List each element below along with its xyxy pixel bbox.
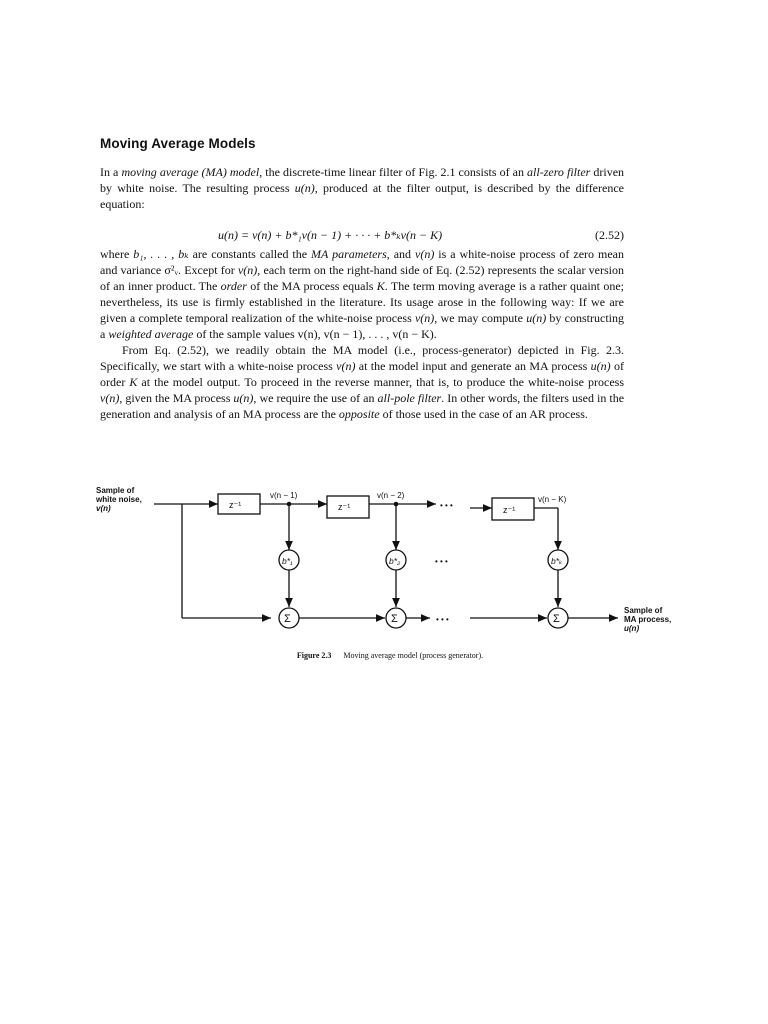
coef-label-2: b*₂ bbox=[389, 556, 401, 566]
sum-label-1: Σ bbox=[284, 613, 291, 625]
section-title: Moving Average Models bbox=[100, 136, 256, 151]
paragraph-model: From Eq. (2.52), we readily obtain the MA model (i.e., process-generator) depicted in Fig. 2.3. Specifically, we start with a white-noise process v(n) at the model input and generate an MA process u(n) of order K at the model output. To proceed in the reverse manner, that is, to produce the white-noise process v(n), given the MA process u(n), we require the use of an all-pole filter. In other words, the filters used in the generation and analysis of an MA process are the opposite of those used in the case of an AR process. bbox=[100, 343, 625, 421]
junction-dot-1 bbox=[287, 502, 292, 507]
input-label: Sample of white noise, v(n) bbox=[96, 486, 142, 513]
diagram-svg bbox=[90, 478, 690, 648]
equation-body: u(n) = v(n) + b*₁v(n − 1) + · · · + b*ₖv(n − K) bbox=[218, 228, 443, 242]
paragraph-definition: where b₁, . . . , bₖ are constants called the MA parameters, and v(n) is a white-noise process of zero mean and variance σ²ᵥ. Except for v(n), each term on the right-hand side of Eq. (2.52) represents the scalar version of an inner product. The order of the MA process equals K. The term moving average is a rather quaint one; nevertheless, its use is firmly established in the literature. Its usage arose in the following way: If we are given a complete temporal realization of the white-noise process v(n), we may compute u(n) by constructing a weighted average of the sample values v(n), v(n − 1), . . . , v(n − K). From Eq. (2.52), we readily obtain the MA model (i.e., process-generator) depicted in Fig. 2.3. Specifically, we start with a white-noise process v(n) at the model input and generate an MA process u(n) of order K at the model output. To proceed in the reverse manner, that is, to produce the white-noise process v(n), given the MA process u(n), we require the use of an all-pole filter. In other words, the filters used in the generation and analysis of an MA process are the opposite of those used in the case of an AR process. bbox=[100, 247, 625, 421]
equation-number: (2.52) bbox=[595, 228, 624, 242]
equation-2-52 bbox=[100, 228, 624, 244]
figure-caption bbox=[90, 651, 690, 660]
dots-middle: • • • bbox=[435, 557, 448, 566]
coef-label-1: b*₁ bbox=[282, 556, 293, 566]
delay-label-k: z⁻¹ bbox=[503, 505, 516, 515]
figure-caption-text: Moving average model (process generator). bbox=[343, 651, 484, 660]
sum-label-2: Σ bbox=[391, 613, 398, 625]
tap-label-k: v(n − K) bbox=[538, 495, 567, 504]
sum-label-k: Σ bbox=[553, 613, 560, 625]
delay-label-2: z⁻¹ bbox=[338, 502, 351, 512]
dots-top: • • • bbox=[440, 501, 453, 510]
delay-label-1: z⁻¹ bbox=[229, 500, 242, 510]
tap-label-2: v(n − 2) bbox=[377, 491, 405, 500]
figure-number: Figure 2.3 bbox=[296, 651, 332, 660]
paragraph-intro: In a moving average (MA) model, the discrete-time linear filter of Fig. 2.1 consists of an all-zero filter driven by white noise. The resulting process u(n), produced at the filter output, is described by the difference equation: bbox=[100, 165, 625, 211]
junction-dot-2 bbox=[394, 502, 399, 507]
dots-bottom: • • • bbox=[436, 615, 449, 624]
ma-model-diagram bbox=[90, 478, 690, 668]
coef-label-k: b*ₖ bbox=[551, 556, 563, 566]
output-label: Sample of MA process, u(n) bbox=[624, 606, 672, 633]
tap-label-1: v(n − 1) bbox=[270, 491, 298, 500]
